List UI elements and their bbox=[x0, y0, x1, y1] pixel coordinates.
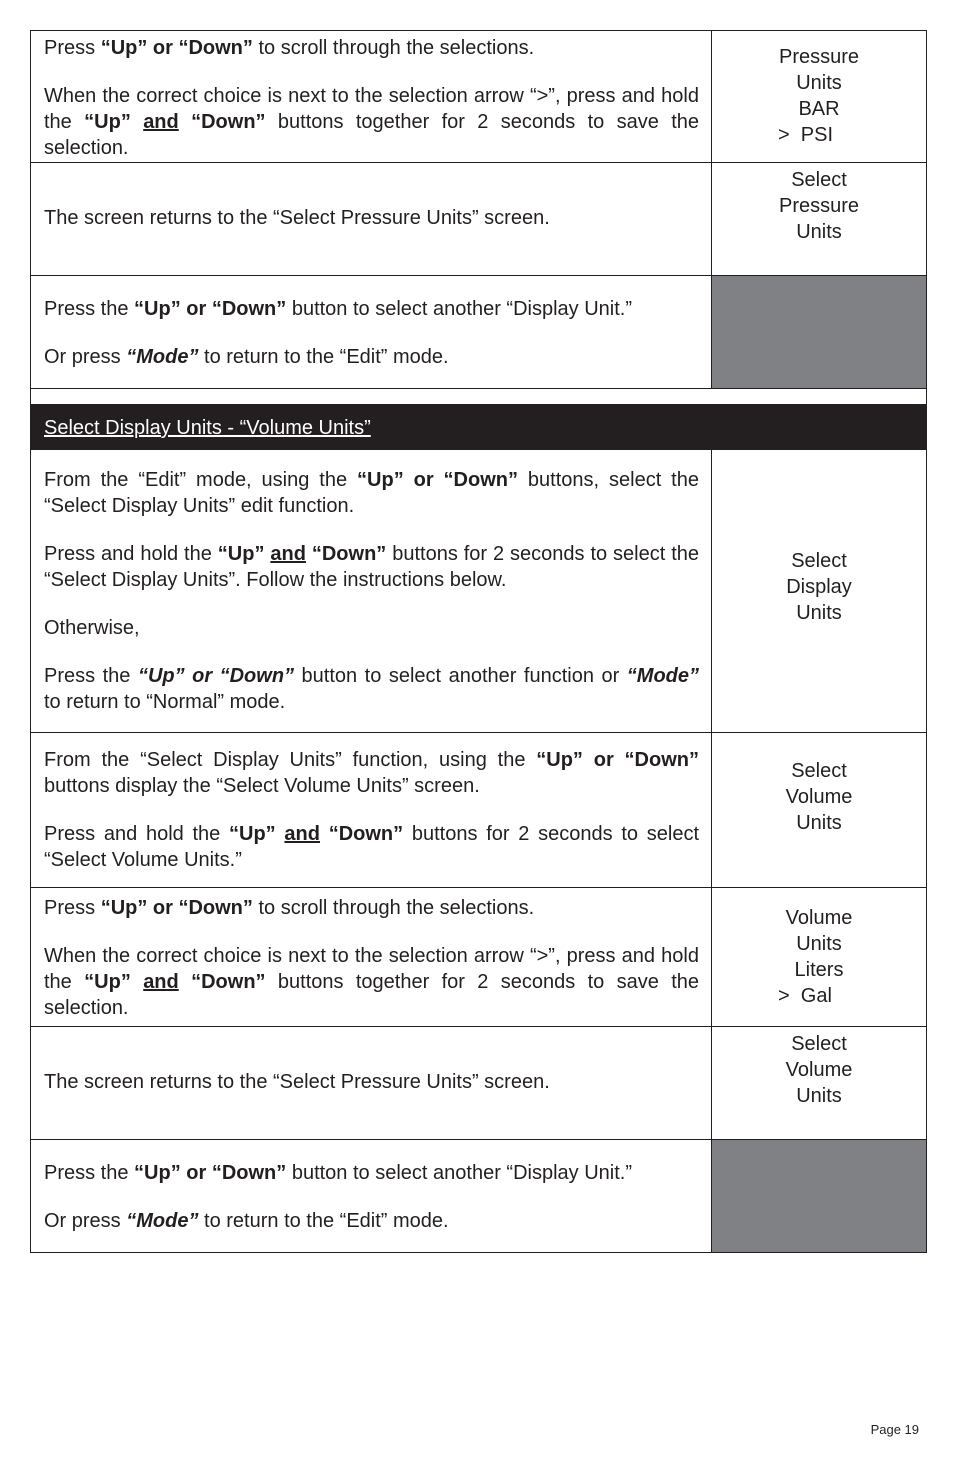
display-line: Liters bbox=[794, 959, 844, 981]
instruction-cell bbox=[31, 31, 712, 162]
display-line: Units bbox=[796, 221, 842, 243]
instruction-paragraph: Press the “Up” or “Down” button to select another function or “Mode” to return to “Normal” mode. bbox=[44, 665, 699, 713]
table-row bbox=[30, 888, 927, 1027]
display-line: Select bbox=[791, 1033, 847, 1055]
display-cell bbox=[712, 450, 926, 732]
instruction-cell bbox=[31, 163, 712, 275]
instruction-cell bbox=[31, 276, 712, 388]
display-line-selected: > PSI bbox=[778, 124, 834, 146]
display-line: Select bbox=[791, 169, 847, 191]
display-line: Units bbox=[796, 933, 842, 955]
display-line: Pressure bbox=[778, 46, 860, 68]
table-row bbox=[30, 1027, 927, 1140]
display-line: Volume bbox=[785, 1059, 853, 1081]
table-row bbox=[30, 163, 927, 276]
instruction-cell bbox=[31, 450, 712, 732]
display-line: Units bbox=[796, 812, 842, 834]
table-row bbox=[30, 733, 927, 888]
display-line: Volume bbox=[785, 907, 853, 929]
instruction-paragraph: Press “Up” or “Down” to scroll through the selections. bbox=[44, 897, 535, 919]
section-header: Select Display Units - “Volume Units” bbox=[30, 405, 927, 449]
display-cell bbox=[712, 888, 926, 1026]
instruction-paragraph: Press and hold the “Up” and “Down” buttons for 2 seconds to select “Select Volume Units.” bbox=[44, 823, 699, 871]
instruction-paragraph: Or press “Mode” to return to the “Edit” mode. bbox=[44, 346, 449, 368]
display-cell bbox=[712, 31, 926, 162]
blank-display-cell bbox=[712, 1140, 926, 1252]
instruction-paragraph: The screen returns to the “Select Pressure Units” screen. bbox=[44, 1071, 550, 1093]
table-row bbox=[30, 449, 927, 733]
display-line: Volume bbox=[785, 786, 853, 808]
blank-display-cell bbox=[712, 276, 926, 388]
display-cell bbox=[712, 1027, 926, 1139]
display-line: Display bbox=[786, 576, 852, 598]
table-row bbox=[30, 31, 927, 163]
section-spacer bbox=[30, 389, 927, 405]
instruction-paragraph: The screen returns to the “Select Pressure Units” screen. bbox=[44, 207, 550, 229]
instruction-cell bbox=[31, 733, 712, 887]
display-line: Pressure bbox=[778, 195, 860, 217]
instruction-table bbox=[30, 30, 927, 1253]
display-line: Select bbox=[791, 760, 847, 782]
instruction-cell bbox=[31, 1140, 712, 1252]
display-cell bbox=[712, 733, 926, 887]
instruction-paragraph: Press “Up” or “Down” to scroll through the selections. bbox=[44, 37, 535, 59]
display-line: Select bbox=[791, 550, 847, 572]
instruction-cell bbox=[31, 1027, 712, 1139]
display-line: Units bbox=[796, 72, 842, 94]
instruction-paragraph: Press and hold the “Up” and “Down” buttons for 2 seconds to select the “Select Display Units”. Follow the instructions below. bbox=[44, 543, 699, 591]
instruction-paragraph: Press the “Up” or “Down” button to select another “Display Unit.” bbox=[44, 298, 632, 320]
instruction-paragraph: Press the “Up” or “Down” button to select another “Display Unit.” bbox=[44, 1162, 632, 1184]
page-number: Page 19 bbox=[870, 1422, 919, 1437]
table-row bbox=[30, 1140, 927, 1253]
instruction-paragraph: From the “Edit” mode, using the “Up” or “Down” buttons, select the “Select Display Units” edit function. bbox=[44, 469, 699, 517]
instruction-paragraph: When the correct choice is next to the selection arrow “>”, press and hold the “Up” and “Down” buttons together for 2 seconds to save the selection. bbox=[44, 945, 700, 1019]
instruction-paragraph: Or press “Mode” to return to the “Edit” mode. bbox=[44, 1210, 449, 1232]
display-line: Units bbox=[796, 602, 842, 624]
instruction-paragraph: Otherwise, bbox=[44, 617, 140, 639]
instruction-cell bbox=[31, 888, 712, 1026]
instruction-paragraph: When the correct choice is next to the selection arrow “>”, press and hold the “Up” and “Down” buttons together for 2 seconds to save the selection. bbox=[44, 85, 700, 159]
display-line: BAR bbox=[798, 98, 840, 120]
display-line: Units bbox=[796, 1085, 842, 1107]
instruction-paragraph: From the “Select Display Units” function, using the “Up” or “Down” buttons display the “Select Volume Units” screen. bbox=[44, 749, 699, 797]
table-row bbox=[30, 276, 927, 389]
display-line-selected: > Gal bbox=[778, 985, 832, 1007]
display-cell bbox=[712, 163, 926, 275]
